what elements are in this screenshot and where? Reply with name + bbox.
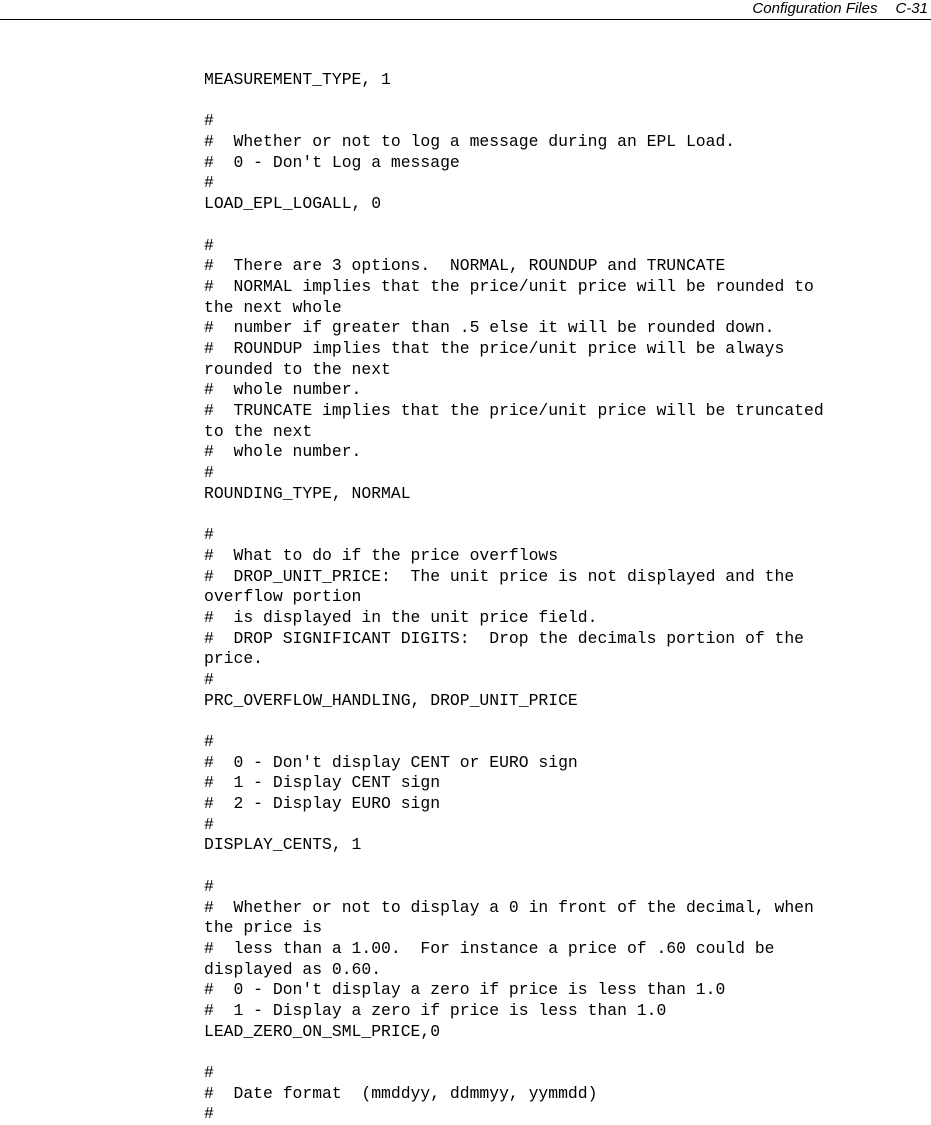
- code-line: [204, 215, 924, 236]
- code-line: #: [204, 1063, 214, 1082]
- code-line: [204, 504, 924, 525]
- code-line: DISPLAY_CENTS, 1: [204, 835, 362, 855]
- code-line: the price is: [204, 918, 323, 938]
- code-line: PRC_OVERFLOW_HANDLING, DROP_UNIT_PRICE: [204, 690, 578, 710]
- code-line: #: [204, 235, 214, 255]
- code-line: # Date format (mmddyy, ddmmyy, yymmdd): [204, 1083, 598, 1103]
- code-line: overflow portion: [204, 587, 362, 607]
- code-line: LOAD_EPL_LOGALL, 0: [204, 194, 382, 214]
- code-line: # There are 3 options. NORMAL, ROUNDUP and TRUNCATE: [204, 256, 726, 276]
- code-line: rounded to the next: [204, 359, 391, 379]
- code-line: displayed as 0.60.: [204, 959, 382, 979]
- code-line: # TRUNCATE implies that the price/unit price will be truncated: [204, 401, 824, 420]
- code-line: #: [204, 814, 214, 834]
- config-code-listing: [204, 70, 924, 1125]
- section-title: Configuration Files: [752, 0, 878, 17]
- code-line: LEAD_ZERO_ON_SML_PRICE,0: [204, 1021, 441, 1041]
- code-line: #: [204, 1104, 214, 1124]
- code-line: # ROUNDUP implies that the price/unit price will be always: [204, 338, 785, 358]
- code-line: MEASUREMENT_TYPE, 1: [204, 70, 391, 89]
- code-line: # DROP_UNIT_PRICE: The unit price is not displayed and the: [204, 566, 795, 586]
- code-line: #: [204, 525, 214, 545]
- code-line: to the next: [204, 421, 313, 441]
- code-line: [204, 711, 924, 732]
- code-line: # is displayed in the unit price field.: [204, 607, 598, 627]
- code-line: [204, 856, 924, 877]
- code-line: # 1 - Display CENT sign: [204, 773, 441, 793]
- code-line: # 0 - Don't display CENT or EURO sign: [204, 752, 578, 772]
- code-line: # Whether or not to log a message during an EPL Load.: [204, 132, 736, 152]
- code-line: price.: [204, 649, 264, 669]
- code-line: #: [204, 173, 214, 193]
- code-line: # 0 - Don't display a zero if price is less than 1.0: [204, 980, 726, 1000]
- code-line: #: [204, 111, 214, 131]
- code-line: #: [204, 669, 214, 689]
- code-line: # 1 - Display a zero if price is less than 1.0: [204, 1000, 667, 1020]
- code-line: [204, 91, 924, 112]
- code-line: # whole number.: [204, 442, 362, 462]
- code-line: # DROP SIGNIFICANT DIGITS: Drop the decimals portion of the: [204, 628, 804, 648]
- code-line: # 2 - Display EURO sign: [204, 794, 441, 814]
- code-line: ROUNDING_TYPE, NORMAL: [204, 483, 411, 503]
- code-line: [204, 1042, 924, 1063]
- code-line: # What to do if the price overflows: [204, 545, 559, 565]
- code-line: #: [204, 876, 214, 896]
- running-header: [752, 0, 928, 17]
- code-line: # less than a 1.00. For instance a price of .60 could be: [204, 938, 775, 958]
- code-line: #: [204, 732, 214, 751]
- page-header: [0, 0, 931, 20]
- code-line: #: [204, 463, 214, 483]
- code-line: # NORMAL implies that the price/unit price will be rounded to: [204, 276, 814, 296]
- page-number: C-31: [895, 0, 928, 17]
- code-line: # Whether or not to display a 0 in front of the decimal, when: [204, 897, 814, 917]
- code-line: # number if greater than .5 else it will be rounded down.: [204, 318, 775, 338]
- code-line: # 0 - Don't Log a message: [204, 152, 460, 172]
- code-line: the next whole: [204, 297, 342, 317]
- code-line: # whole number.: [204, 380, 362, 400]
